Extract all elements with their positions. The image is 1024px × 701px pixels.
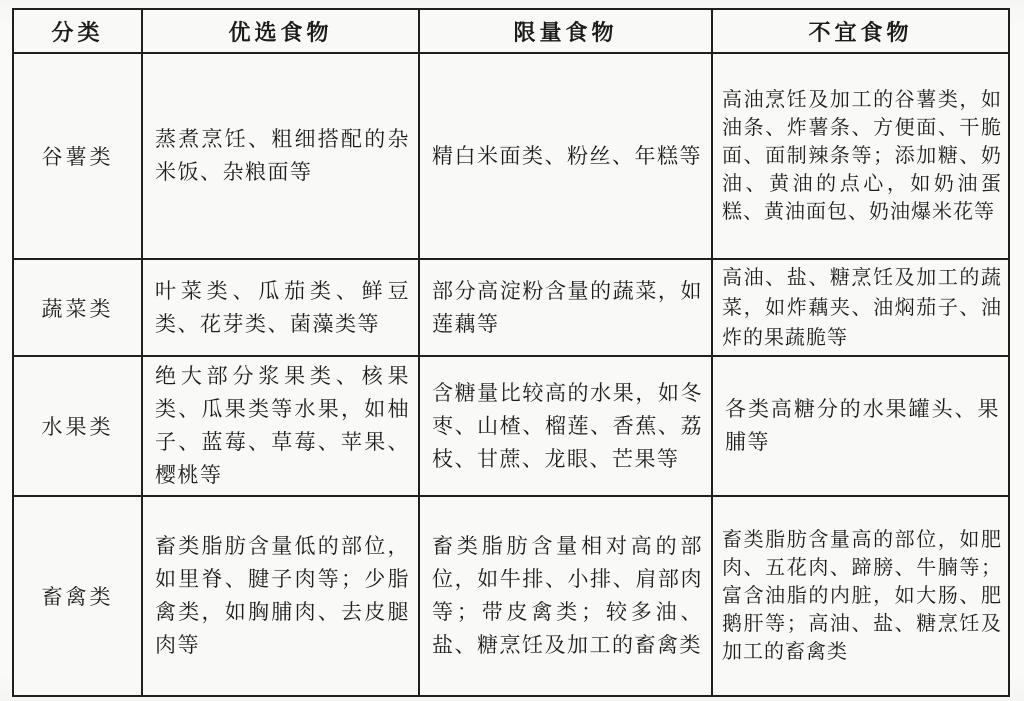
row-category-label: 畜禽类 xyxy=(13,496,142,696)
table-row-fruits xyxy=(13,356,1009,496)
cell-preferred: 蒸煮烹饪、粗细搭配的杂米饭、杂粮面等 xyxy=(142,53,419,259)
cell-avoid: 畜类脂肪含量高的部位，如肥肉、五花肉、蹄膀、牛腩等；富含油脂的内脏，如大肠、肥鹅肝等；高油、盐、糖烹饪及加工的畜禽类 xyxy=(712,496,1009,696)
row-category-label: 蔬菜类 xyxy=(13,259,142,356)
header-avoid-foods: 不宜食物 xyxy=(712,9,1009,53)
food-guidance-table xyxy=(12,8,1010,697)
table-row-meat-poultry xyxy=(13,496,1009,696)
cell-avoid: 高油、盐、糖烹饪及加工的蔬菜，如炸藕夹、油焖茄子、油炸的果蔬脆等 xyxy=(712,259,1009,356)
cell-avoid: 高油烹饪及加工的谷薯类，如油条、炸薯条、方便面、干脆面、面制辣条等；添加糖、奶油、黄油的点心，如奶油蛋糕、黄油面包、奶油爆米花等 xyxy=(712,53,1009,259)
row-category-label: 谷薯类 xyxy=(13,53,142,259)
header-preferred-foods: 优选食物 xyxy=(142,9,419,53)
table-row-grains xyxy=(13,53,1009,259)
header-category: 分类 xyxy=(13,9,142,53)
cell-preferred: 畜类脂肪含量低的部位，如里脊、腱子肉等；少脂禽类，如胸脯肉、去皮腿肉等 xyxy=(142,496,419,696)
table-row-vegetables xyxy=(13,259,1009,356)
cell-preferred: 叶菜类、瓜茄类、鲜豆类、花芽类、菌藻类等 xyxy=(142,259,419,356)
cell-limited: 精白米面类、粉丝、年糕等 xyxy=(419,53,712,259)
header-row xyxy=(13,9,1009,53)
cell-limited: 畜类脂肪含量相对高的部位，如牛排、小排、肩部肉等；带皮禽类；较多油、盐、糖烹饪及加工的畜禽类 xyxy=(419,496,712,696)
cell-avoid: 各类高糖分的水果罐头、果脯等 xyxy=(712,356,1009,496)
row-category-label: 水果类 xyxy=(13,356,142,496)
header-limited-foods: 限量食物 xyxy=(419,9,712,53)
cell-limited: 部分高淀粉含量的蔬菜，如莲藕等 xyxy=(419,259,712,356)
cell-preferred: 绝大部分浆果类、核果类、瓜果类等水果，如柚子、蓝莓、草莓、苹果、樱桃等 xyxy=(142,356,419,496)
cell-limited: 含糖量比较高的水果，如冬枣、山楂、榴莲、香蕉、荔枝、甘蔗、龙眼、芒果等 xyxy=(419,356,712,496)
